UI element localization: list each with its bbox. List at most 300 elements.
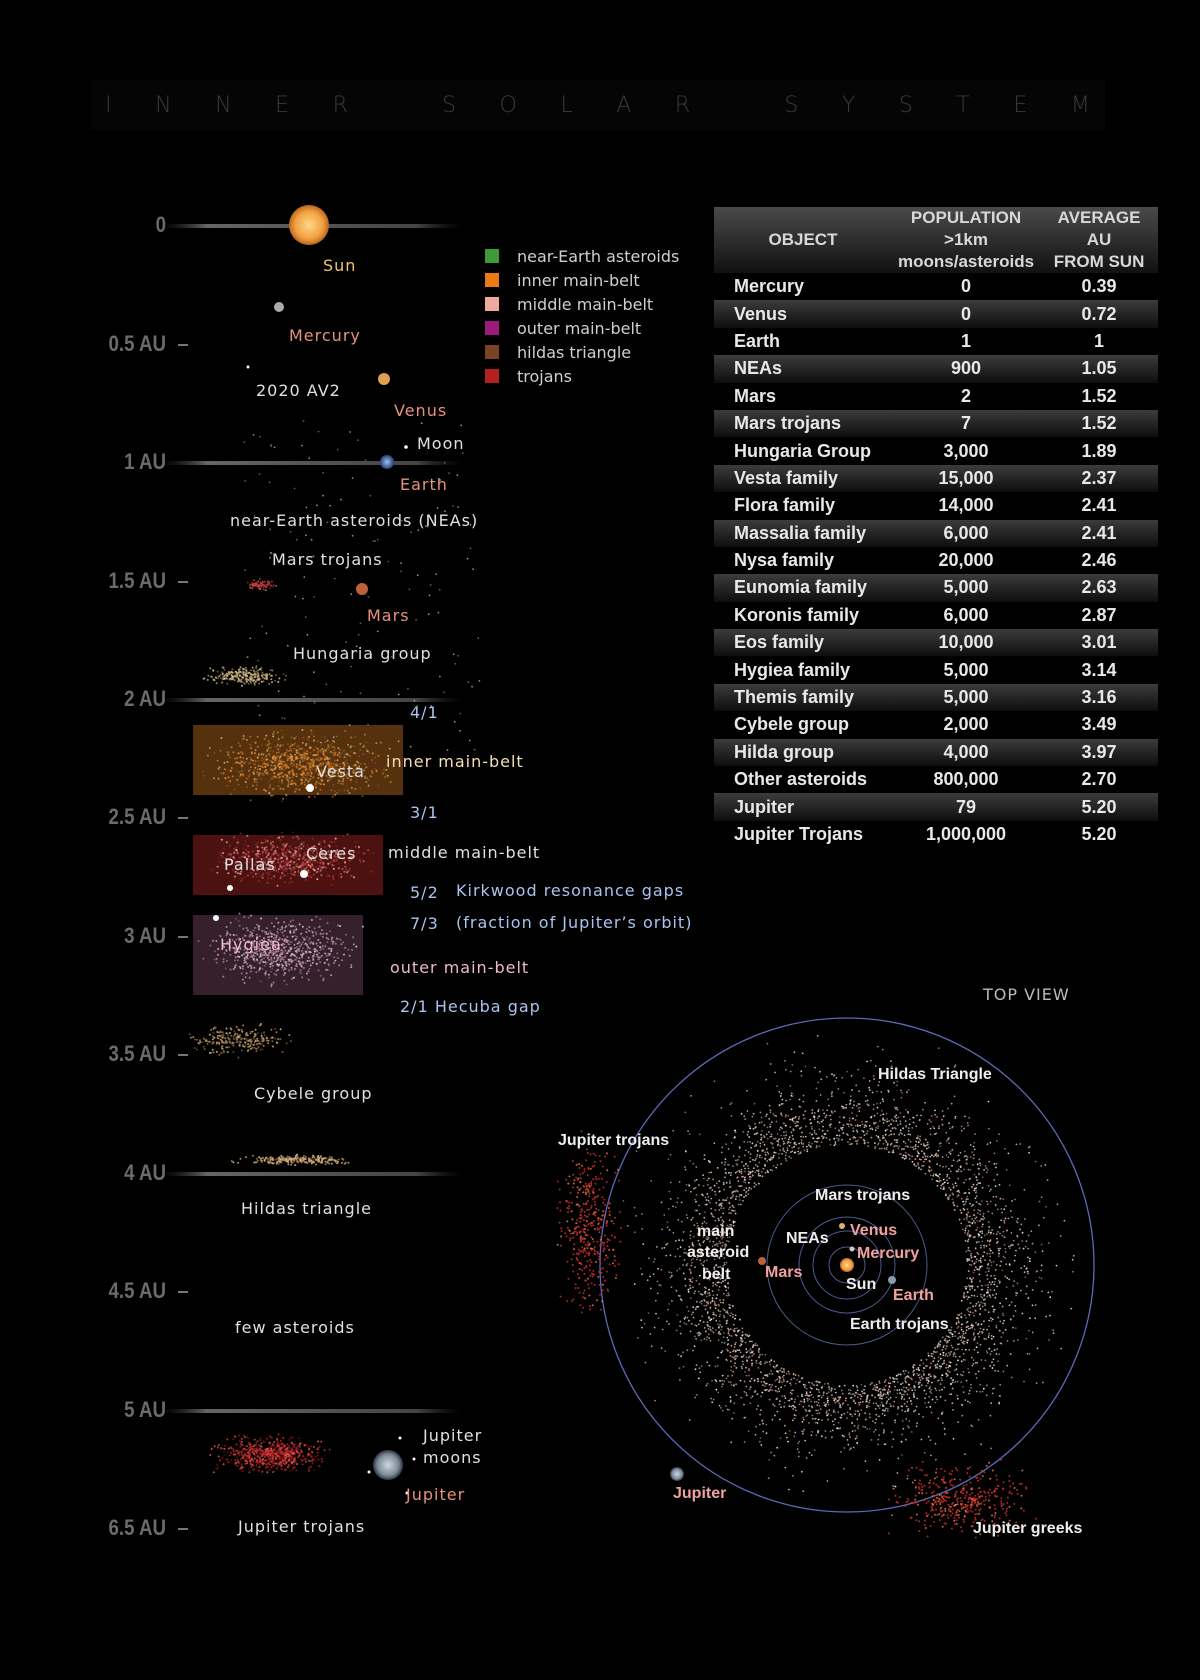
- nea-dot: [333, 736, 335, 738]
- belt-dot: [771, 1384, 773, 1386]
- asteroid-dot: [260, 585, 262, 587]
- asteroid-dot: [284, 967, 286, 969]
- belt-dot: [954, 1335, 956, 1337]
- belt-dot: [968, 1393, 970, 1395]
- asteroid-dot: [353, 745, 355, 747]
- asteroid-dot: [213, 1471, 215, 1473]
- asteroid-dot: [316, 963, 318, 965]
- asteroid-dot: [225, 1040, 227, 1042]
- asteroid-dot: [244, 1436, 246, 1438]
- asteroid-dot: [209, 1454, 211, 1456]
- asteroid-dot: [189, 1033, 191, 1035]
- belt-dot: [799, 1404, 801, 1406]
- asteroid-dot: [250, 955, 252, 957]
- asteroid-dot: [305, 766, 307, 768]
- asteroid-dot: [233, 852, 235, 854]
- asteroid-dot: [279, 766, 281, 768]
- asteroid-dot: [249, 1471, 251, 1473]
- asteroid-dot: [280, 868, 282, 870]
- belt-dot: [695, 1187, 697, 1189]
- asteroid-dot: [256, 771, 258, 773]
- asteroid-dot: [301, 956, 303, 958]
- belt-dot: [785, 1114, 787, 1116]
- asteroid-dot: [285, 862, 287, 864]
- asteroid-dot: [288, 963, 290, 965]
- nea-dot: [314, 702, 316, 704]
- asteroid-dot: [298, 851, 300, 853]
- belt-dot: [791, 1147, 793, 1149]
- asteroid-dot: [260, 778, 262, 780]
- asteroid-dot: [286, 1042, 288, 1044]
- asteroid-dot: [223, 772, 225, 774]
- asteroid-dot: [266, 744, 268, 746]
- asteroid-dot: [275, 955, 277, 957]
- belt-dot: [928, 1402, 930, 1404]
- belt-dot: [993, 1163, 995, 1165]
- asteroid-dot: [324, 736, 326, 738]
- asteroid-dot: [288, 1445, 290, 1447]
- asteroid-dot: [296, 766, 298, 768]
- asteroid-dot: [363, 852, 365, 854]
- belt-dot: [670, 1276, 672, 1278]
- asteroid-dot: [252, 785, 254, 787]
- asteroid-dot: [279, 1158, 281, 1160]
- asteroid-dot: [255, 1444, 257, 1446]
- belt-dot: [929, 1119, 931, 1121]
- asteroid-dot: [292, 1443, 294, 1445]
- asteroid-dot: [261, 1464, 263, 1466]
- asteroid-dot: [251, 1445, 253, 1447]
- asteroid-dot: [255, 1050, 257, 1052]
- asteroid-dot: [302, 926, 304, 928]
- asteroid-dot: [281, 849, 283, 851]
- nea-dot: [340, 691, 342, 693]
- asteroid-dot: [284, 855, 286, 857]
- asteroid-dot: [308, 1466, 310, 1468]
- asteroid-dot: [325, 750, 327, 752]
- asteroid-dot: [252, 760, 254, 762]
- belt-dot: [970, 1253, 972, 1255]
- asteroid-dot: [280, 1155, 282, 1157]
- nea-dot: [457, 655, 459, 657]
- belt-dot: [735, 1198, 737, 1200]
- asteroid-dot: [300, 964, 302, 966]
- belt-dot: [996, 1233, 998, 1235]
- belt-dot: [860, 1398, 862, 1400]
- asteroid-dot: [218, 1043, 220, 1045]
- asteroid-dot: [257, 769, 259, 771]
- asteroid-dot: [315, 758, 317, 760]
- asteroid-dot: [297, 1456, 299, 1458]
- asteroid-dot: [294, 944, 296, 946]
- nea-dot: [377, 539, 379, 541]
- asteroid-dot: [280, 1461, 282, 1463]
- asteroid-dot: [249, 773, 251, 775]
- nea-dot: [444, 462, 446, 464]
- belt-dot: [1034, 1317, 1036, 1319]
- asteroid-dot: [269, 1460, 271, 1462]
- belt-dot: [1073, 1255, 1075, 1257]
- asteroid-dot: [306, 936, 308, 938]
- asteroid-dot: [254, 927, 256, 929]
- asteroid-dot: [271, 962, 273, 964]
- belt-dot: [787, 1441, 789, 1443]
- asteroid-dot: [347, 949, 349, 951]
- asteroid-dot: [347, 754, 349, 756]
- asteroid-dot: [261, 1032, 263, 1034]
- title-letter: S: [898, 92, 913, 118]
- title-letter: I: [105, 92, 112, 118]
- asteroid-dot: [269, 1442, 271, 1444]
- asteroid-dot: [263, 842, 265, 844]
- belt-dot: [950, 1377, 952, 1379]
- asteroid-dot: [269, 755, 271, 757]
- belt-dot: [776, 1447, 778, 1449]
- asteroid-dot: [296, 963, 298, 965]
- asteroid-dot: [288, 863, 290, 865]
- asteroid-dot: [291, 780, 293, 782]
- belt-dot: [945, 1348, 947, 1350]
- belt-dot: [772, 1113, 774, 1115]
- asteroid-dot: [254, 676, 256, 678]
- asteroid-dot: [303, 1445, 305, 1447]
- asteroid-dot: [241, 878, 243, 880]
- asteroid-dot: [256, 583, 258, 585]
- asteroid-dot: [303, 937, 305, 939]
- asteroid-dot: [309, 938, 311, 940]
- asteroid-dot: [302, 754, 304, 756]
- asteroid-dot: [287, 1466, 289, 1468]
- title-letter: E: [1013, 92, 1028, 118]
- asteroid-dot: [298, 854, 300, 856]
- asteroid-dot: [336, 1162, 338, 1164]
- asteroid-dot: [229, 1032, 231, 1034]
- asteroid-dot: [241, 1049, 243, 1051]
- asteroid-dot: [367, 865, 369, 867]
- asteroid-dot: [297, 1448, 299, 1450]
- asteroid-dot: [239, 756, 241, 758]
- asteroid-dot: [250, 587, 252, 589]
- asteroid-dot: [250, 747, 252, 749]
- nea-dot: [443, 692, 445, 694]
- asteroid-dot: [209, 747, 211, 749]
- belt-dot: [667, 1243, 669, 1245]
- asteroid-dot: [318, 969, 320, 971]
- asteroid-dot: [244, 844, 246, 846]
- belt-dot: [981, 1323, 983, 1325]
- belt-dot: [680, 1246, 682, 1248]
- belt-dot: [1006, 1277, 1008, 1279]
- asteroid-dot: [233, 968, 235, 970]
- belt-dot: [1021, 1240, 1023, 1242]
- asteroid-dot: [250, 915, 252, 917]
- belt-dot: [791, 1150, 793, 1152]
- asteroid-dot: [297, 948, 299, 950]
- belt-dot: [756, 1345, 758, 1347]
- asteroid-dot: [249, 736, 251, 738]
- nea-dot: [259, 578, 261, 580]
- asteroid-dot: [249, 1460, 251, 1462]
- nea-dot: [294, 488, 296, 490]
- asteroid-dot: [246, 1462, 248, 1464]
- asteroid-dot: [289, 959, 291, 961]
- belt-dot: [695, 1338, 697, 1340]
- asteroid-dot: [209, 667, 211, 669]
- asteroid-dot: [273, 846, 275, 848]
- asteroid-dot: [236, 1026, 238, 1028]
- nea-dot: [287, 645, 289, 647]
- asteroid-dot: [279, 776, 281, 778]
- asteroid-dot: [239, 1029, 241, 1031]
- asteroid-dot: [241, 954, 243, 956]
- belt-dot: [989, 1365, 991, 1367]
- belt-dot: [809, 1452, 811, 1454]
- asteroid-dot: [287, 855, 289, 857]
- belt-dot: [967, 1368, 969, 1370]
- asteroid-dot: [203, 1046, 205, 1048]
- belt-dot: [877, 1444, 879, 1446]
- asteroid-dot: [270, 959, 272, 961]
- asteroid-dot: [286, 984, 288, 986]
- asteroid-dot: [387, 775, 389, 777]
- asteroid-dot: [260, 1049, 262, 1051]
- belt-dot: [863, 1077, 865, 1079]
- nea-dot: [360, 692, 362, 694]
- title-letter: A: [616, 92, 632, 118]
- belt-dot: [725, 1311, 727, 1313]
- nea-dot: [337, 449, 339, 451]
- belt-dot: [881, 1423, 883, 1425]
- asteroid-dot: [250, 1031, 252, 1033]
- asteroid-dot: [270, 1037, 272, 1039]
- asteroid-dot: [311, 772, 313, 774]
- asteroid-dot: [279, 877, 281, 879]
- asteroid-dot: [245, 667, 247, 669]
- belt-dot: [866, 1405, 868, 1407]
- axis-tick: [178, 344, 188, 346]
- asteroid-dot: [258, 1470, 260, 1472]
- asteroid-dot: [286, 965, 288, 967]
- belt-dot: [927, 1142, 929, 1144]
- belt-dot: [714, 1191, 716, 1193]
- asteroid-dot: [239, 1041, 241, 1043]
- asteroid-dot: [339, 756, 341, 758]
- belt-dot: [802, 1433, 804, 1435]
- asteroid-dot: [196, 1039, 198, 1041]
- asteroid-dot: [257, 669, 259, 671]
- asteroid-dot: [292, 863, 294, 865]
- asteroid-dot: [261, 1043, 263, 1045]
- belt-dot: [668, 1303, 670, 1305]
- belt-dot: [868, 1087, 870, 1089]
- asteroid-dot: [252, 1155, 254, 1157]
- asteroid-dot: [269, 1159, 271, 1161]
- asteroid-dot: [317, 1441, 319, 1443]
- nea-dot: [295, 596, 297, 598]
- asteroid-dot: [216, 1031, 218, 1033]
- asteroid-dot: [271, 844, 273, 846]
- belt-dot: [730, 1174, 732, 1176]
- asteroid-dot: [241, 1467, 243, 1469]
- asteroid-dot: [255, 843, 257, 845]
- belt-dot: [1011, 1271, 1013, 1273]
- asteroid-dot: [294, 939, 296, 941]
- nea-dot: [307, 634, 309, 636]
- asteroid-dot: [289, 932, 291, 934]
- belt-dot: [906, 1387, 908, 1389]
- asteroid-dot: [225, 1032, 227, 1034]
- asteroid-dot: [305, 779, 307, 781]
- asteroid-dot: [237, 1162, 239, 1164]
- belt-dot: [810, 1122, 812, 1124]
- asteroid-dot: [327, 745, 329, 747]
- nea-dot: [303, 696, 305, 698]
- asteroid-dot: [204, 1048, 206, 1050]
- asteroid-dot: [261, 757, 263, 759]
- asteroid-dot: [284, 940, 286, 942]
- asteroid-dot: [231, 746, 233, 748]
- asteroid-dot: [290, 955, 292, 957]
- nea-dot: [407, 688, 409, 690]
- asteroid-dot: [302, 742, 304, 744]
- belt-dot: [913, 1392, 915, 1394]
- asteroid-dot: [217, 948, 219, 950]
- asteroid-dot: [239, 1043, 241, 1045]
- asteroid-dot: [245, 1044, 247, 1046]
- belt-dot: [967, 1208, 969, 1210]
- asteroid-dot: [238, 771, 240, 773]
- asteroid-dot: [301, 848, 303, 850]
- belt-dot: [942, 1352, 944, 1354]
- belt-dot: [695, 1166, 697, 1168]
- asteroid-dot: [269, 966, 271, 968]
- asteroid-dot: [345, 868, 347, 870]
- belt-dot: [803, 1136, 805, 1138]
- asteroid-dot: [326, 933, 328, 935]
- belt-dot: [968, 1372, 970, 1374]
- belt-dot: [880, 1091, 882, 1093]
- belt-dot: [990, 1189, 992, 1191]
- asteroid-dot: [261, 1160, 263, 1162]
- asteroid-dot: [275, 852, 277, 854]
- belt-dot: [931, 1412, 933, 1414]
- asteroid-dot: [351, 787, 353, 789]
- asteroid-dot: [246, 972, 248, 974]
- title-letter: N: [215, 92, 232, 118]
- asteroid-dot: [242, 1044, 244, 1046]
- asteroid-dot: [262, 961, 264, 963]
- asteroid-dot: [212, 1049, 214, 1051]
- asteroid-dot: [250, 971, 252, 973]
- asteroid-dot: [226, 678, 228, 680]
- belt-dot: [727, 1313, 729, 1315]
- belt-dot: [837, 1411, 839, 1413]
- nea-dot: [265, 632, 267, 634]
- asteroid-dot: [280, 857, 282, 859]
- belt-dot: [720, 1329, 722, 1331]
- asteroid-cloud: [203, 665, 288, 687]
- asteroid-dot: [309, 779, 311, 781]
- belt-dot: [980, 1308, 982, 1310]
- asteroid-dot: [283, 921, 285, 923]
- belt-dot: [685, 1285, 687, 1287]
- belt-dot: [908, 1139, 910, 1141]
- asteroid-dot: [284, 777, 286, 779]
- asteroid-dot: [261, 959, 263, 961]
- belt-dot: [718, 1219, 720, 1221]
- asteroid-dot: [316, 950, 318, 952]
- asteroid-dot: [274, 746, 276, 748]
- belt-dot: [848, 1126, 850, 1128]
- belt-dot: [992, 1319, 994, 1321]
- asteroid-dot: [283, 861, 285, 863]
- nea-dot: [470, 548, 472, 550]
- belt-dot: [801, 1394, 803, 1396]
- asteroid-dot: [227, 769, 229, 771]
- asteroid-dot: [252, 850, 254, 852]
- asteroid-dot: [245, 675, 247, 677]
- asteroid-dot: [283, 875, 285, 877]
- asteroid-dot: [284, 972, 286, 974]
- belt-dot: [908, 1089, 910, 1091]
- asteroid-dot: [244, 960, 246, 962]
- asteroid-dot: [345, 934, 347, 936]
- asteroid-dot: [271, 1158, 273, 1160]
- asteroid-dot: [255, 1442, 257, 1444]
- belt-dot: [934, 1114, 936, 1116]
- asteroid-dot: [293, 738, 295, 740]
- belt-dot: [972, 1305, 974, 1307]
- belt-dot: [991, 1361, 993, 1363]
- asteroid-dot: [235, 956, 237, 958]
- asteroid-dot: [225, 967, 227, 969]
- belt-dot: [822, 1109, 824, 1111]
- asteroid-dot: [331, 789, 333, 791]
- asteroid-dot: [285, 1451, 287, 1453]
- asteroid-dot: [251, 587, 253, 589]
- belt-dot: [721, 1152, 723, 1154]
- axis-tick: [178, 1054, 188, 1056]
- belt-dot: [946, 1335, 948, 1337]
- asteroid-dot: [308, 930, 310, 932]
- belt-dot: [959, 1356, 961, 1358]
- asteroid-dot: [284, 950, 286, 952]
- asteroid-dot: [290, 861, 292, 863]
- asteroid-dot: [266, 1454, 268, 1456]
- asteroid-dot: [285, 765, 287, 767]
- belt-dot: [814, 1118, 816, 1120]
- asteroid-dot: [266, 846, 268, 848]
- belt-dot: [988, 1348, 990, 1350]
- asteroid-dot: [266, 755, 268, 757]
- asteroid-dot: [227, 1036, 229, 1038]
- asteroid-dot: [262, 766, 264, 768]
- asteroid-dot: [303, 758, 305, 760]
- asteroid-dot: [262, 1048, 264, 1050]
- nea-dot: [357, 439, 359, 441]
- asteroid-dot: [234, 789, 236, 791]
- belt-dot: [817, 1432, 819, 1434]
- asteroid-dot: [264, 965, 266, 967]
- belt-dot: [973, 1295, 975, 1297]
- asteroid-dot: [240, 751, 242, 753]
- asteroid-dot: [234, 876, 236, 878]
- asteroid-dot: [301, 976, 303, 978]
- belt-dot: [856, 1129, 858, 1131]
- belt-dot: [965, 1288, 967, 1290]
- asteroid-dot: [258, 928, 260, 930]
- belt-dot: [926, 1148, 928, 1150]
